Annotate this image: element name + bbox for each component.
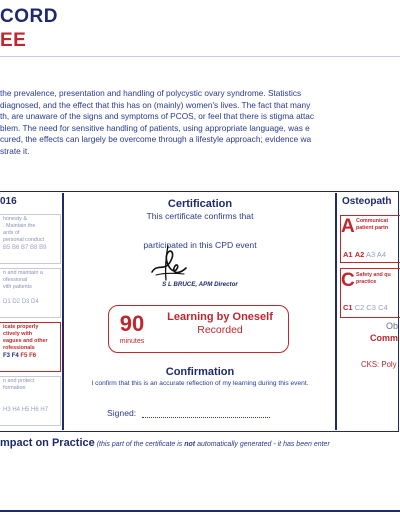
standard-codes (343, 250, 386, 259)
intro-line: blem. The need for sensitive handling of patients, using appropriate language, was e (0, 122, 310, 133)
standard-code: A3 (365, 250, 376, 259)
impact-note-end: automatically generated - it has been enter (195, 441, 330, 448)
standard-letter: A (341, 216, 355, 237)
standard-text-line: Communicat (356, 218, 389, 224)
standard-code: C2 (354, 303, 365, 312)
standard-text: honesty & (3, 216, 27, 222)
standard-code: C1 (343, 303, 353, 312)
standard-text: ofessional (3, 277, 28, 283)
event-type: Learning by Oneself (167, 311, 273, 323)
objective-label: Ob (386, 321, 399, 331)
standard-text: vith patients (3, 284, 32, 290)
intro-paragraph (0, 88, 400, 158)
standard-text: icate properly (3, 324, 39, 330)
standard-code: A2 (354, 250, 365, 259)
standard-text: ctively with (3, 331, 33, 337)
certification-title: Certification (167, 198, 233, 210)
standard-code: A4 (376, 250, 386, 259)
standard-code: D3 (21, 299, 30, 305)
standard-code: C3 (366, 303, 376, 312)
participation-text: participated in this CPD event (143, 240, 257, 250)
standard-codes (3, 407, 59, 414)
standard-codes (3, 353, 59, 360)
impact-note-emphasis: not (184, 441, 196, 448)
director-name: S L BRUCE, APM Director (162, 281, 238, 288)
standard-code: B6 (12, 245, 20, 251)
confirmation-statement: I confirm that this is an accurate reflection of my learning during this event. (91, 380, 309, 387)
cks-reference: CKS: Poly (361, 360, 397, 369)
standard-text (356, 272, 391, 286)
confirmation-title: Confirmation (165, 366, 235, 378)
standard-code: H4 (12, 407, 21, 413)
director-signature (146, 244, 194, 282)
standard-code: B5 (3, 245, 11, 251)
standard-code: H7 (40, 407, 49, 413)
impact-note (95, 441, 330, 448)
divider (0, 56, 400, 57)
standard-text: personal conduct (3, 237, 45, 243)
certification-subtitle: This certificate confirms that (146, 211, 254, 221)
page-subtitle: EE (0, 30, 27, 51)
standard-box-f (0, 322, 61, 372)
bottom-rule (0, 510, 400, 512)
standard-text: n and protect (3, 378, 35, 384)
standard-box-b (0, 214, 61, 264)
standard-code: D2 (12, 299, 21, 305)
standard-text: . Maintain the (3, 223, 36, 229)
standard-code: F6 (29, 353, 37, 359)
column-divider-right (335, 193, 337, 430)
signed-label: Signed: (107, 408, 137, 418)
standard-codes (3, 299, 59, 306)
intro-line: cured, the effects can largely be overcome through a lifestyle approach; evidence wa (0, 134, 312, 145)
standard-code: B7 (21, 245, 29, 251)
standard-code: F5 (20, 353, 28, 359)
event-status: Recorded (197, 324, 243, 336)
standard-code: H5 (21, 407, 30, 413)
signature-line[interactable] (142, 417, 270, 418)
left-heading: 016 (0, 196, 17, 207)
intro-line: th, are unaware of the signs and symptoms of PCOS, or feel that there is stigma attac (0, 111, 315, 122)
standard-code: B8 (30, 245, 38, 251)
intro-line: the prevalence, presentation and handling of polycystic ovary syndrome. Statistics (0, 88, 302, 98)
standard-code: C4 (378, 303, 388, 312)
standard-code: D1 (3, 299, 11, 305)
standard-code: B9 (39, 245, 47, 251)
standard-codes (3, 245, 59, 252)
standard-code: H6 (31, 407, 39, 413)
standard-text: ards of (3, 230, 20, 236)
column-divider-left (62, 193, 64, 430)
right-heading: Osteopath (342, 196, 392, 207)
intro-line: diagnosed, and the effect that this has on (mainly) women's lives. The fact that many (0, 99, 311, 110)
standard-code: F3 (3, 353, 11, 359)
duration-unit: minutes (119, 338, 145, 345)
standard-text-line: patient partn (356, 224, 389, 231)
standard-text: n and maintain a (3, 270, 43, 276)
standard-codes (343, 303, 388, 312)
impact-heading (0, 437, 330, 449)
standard-text-line: practice (356, 278, 377, 285)
standard-code: A1 (343, 250, 353, 259)
standard-code: H3 (3, 407, 11, 413)
standard-letter: C (341, 270, 355, 291)
standard-box-d (0, 268, 61, 318)
standard-text: formation (3, 385, 26, 391)
standard-code: F4 (11, 353, 19, 359)
standard-code: D4 (31, 299, 39, 305)
intro-line: strate it. (0, 145, 30, 156)
impact-title: mpact on Practice (0, 437, 95, 449)
standard-text-line: Safety and qu (356, 272, 391, 278)
standard-text (356, 218, 388, 232)
standard-text: eagues and other (3, 338, 48, 344)
objective-value: Comm (370, 333, 399, 343)
page-title: CORD (0, 6, 58, 27)
duration-value: 90 (119, 311, 145, 336)
standard-box-h (0, 376, 61, 426)
impact-note-start: (this part of the certificate is (94, 441, 185, 448)
standard-text: rofessionals (3, 345, 35, 351)
